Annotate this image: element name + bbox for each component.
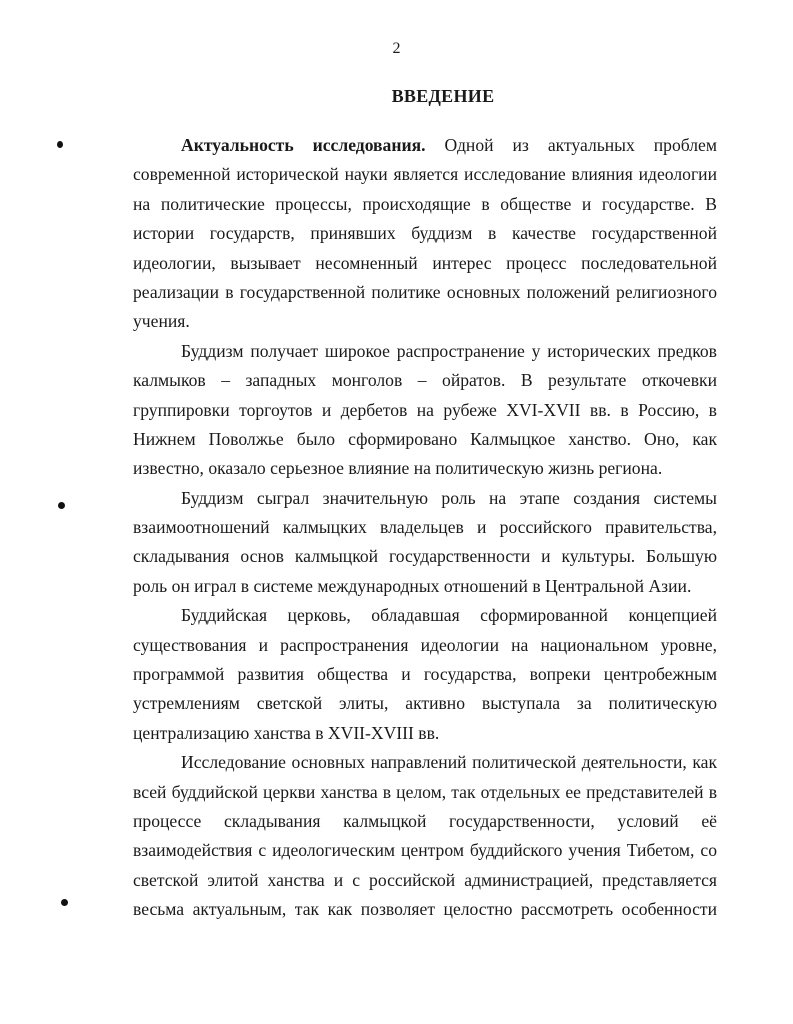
- text-line: истории государств, принявших буддизм в качестве государственной: [133, 223, 717, 244]
- text-line: светской элитой ханства и с российской администрацией, представляется: [133, 869, 717, 890]
- text-line: взаимодействия с идеологическим центром буддийского учения Тибетом, со: [133, 840, 717, 861]
- text-line: Буддизм сыграл значительную роль на этапе создания системы: [181, 487, 717, 508]
- text-line: Буддийская церковь, обладавшая сформированной концепцией: [181, 605, 717, 626]
- text-line: взаимоотношений калмыцких владельцев и российского правительства,: [133, 517, 717, 538]
- text-line: группировки торгоутов и дербетов на рубеже XVI-XVII вв. в Россию, в: [133, 399, 717, 420]
- text-line: Буддизм получает широкое распространение у исторических предков: [181, 340, 717, 361]
- text-line: идеологии, вызывает несомненный интерес процесс последовательной: [133, 252, 717, 273]
- lead-in-title: Актуальность исследования.: [181, 135, 426, 155]
- paragraph: [133, 131, 717, 337]
- paragraph: [133, 337, 717, 484]
- text-line: всей буддийской церкви ханства в целом, так отдельных ее представителей в: [133, 781, 717, 802]
- text-line: современной исторической науки является исследование влияния идеологии: [133, 164, 717, 185]
- text-line: существования и распространения идеологии на национальном уровне,: [133, 634, 717, 655]
- line-text: Одной из актуальных проблем: [425, 135, 717, 155]
- margin-mark: [58, 502, 65, 509]
- text-line: Нижнем Поволжье было сформировано Калмыцкое ханство. Оно, как: [133, 428, 717, 449]
- page-number: 2: [392, 40, 401, 57]
- paragraph: [133, 601, 717, 748]
- paragraph: [133, 748, 717, 924]
- text-line: калмыков – западных монголов – ойратов. В результате откочевки: [133, 370, 717, 391]
- text-line: реализации в государственной политике основных положений религиозного: [133, 281, 717, 302]
- margin-mark: [57, 141, 63, 148]
- text-line: централизацию ханства в XVII-XVIII вв.: [133, 722, 440, 743]
- text-line: весьма актуальным, так как позволяет целостно рассмотреть особенности: [133, 899, 717, 920]
- text-line: процессе складывания калмыцкой государственности, условий её: [133, 810, 717, 831]
- text-line: программой развития общества и государства, вопреки центробежным: [133, 664, 717, 685]
- text-line: на политические процессы, происходящие в обществе и государстве. В: [133, 193, 717, 214]
- text-line: [133, 131, 717, 160]
- body-text: [133, 131, 717, 925]
- text-line: устремлениям светской элиты, активно выступала за политическую: [133, 693, 717, 714]
- text-line: Исследование основных направлений политической деятельности, как: [181, 752, 717, 773]
- text-line: учения.: [133, 311, 190, 332]
- section-heading: ВВЕДЕНИЕ: [391, 86, 495, 106]
- paragraph: [133, 484, 717, 602]
- margin-mark: [61, 899, 68, 906]
- text-line: роль он играл в системе международных отношений в Центральной Азии.: [133, 575, 692, 596]
- text-line: складывания основ калмыцкой государственности и культуры. Большую: [133, 546, 717, 567]
- text-line: известно, оказало серьезное влияние на политическую жизнь региона.: [133, 458, 663, 479]
